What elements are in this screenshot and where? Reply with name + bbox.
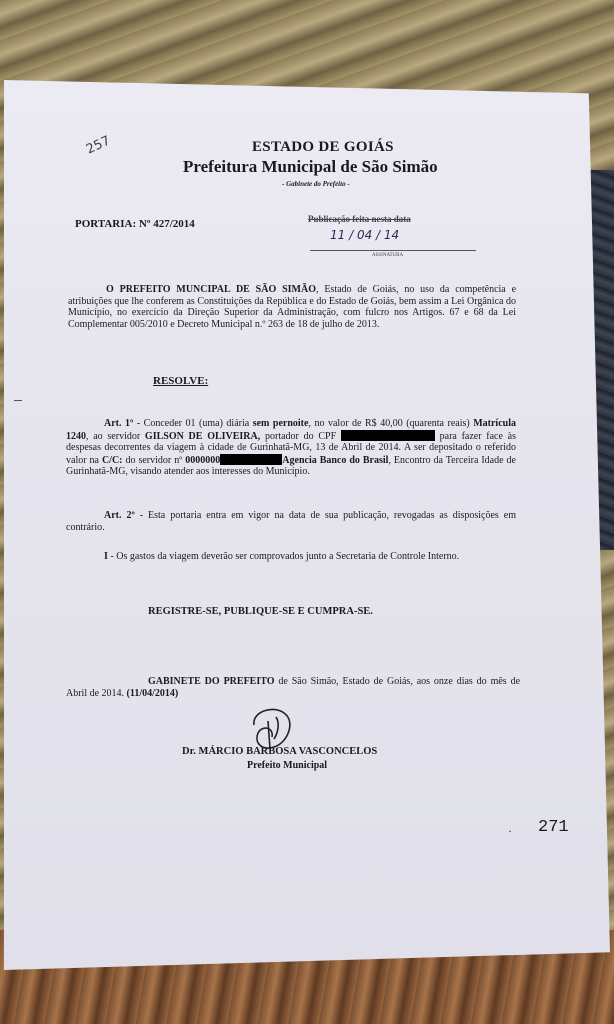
gabinete-text: de São Simão, Estado de Goiás, aos onze dias do mês de Abril de 2014. (66, 676, 521, 699)
redaction-block (341, 430, 435, 441)
signature-label: ASSINATURA (372, 253, 404, 258)
page-number: 271 (538, 818, 569, 837)
art1-label: Art. 1º (104, 418, 134, 429)
mark-dot: · (508, 824, 512, 838)
redaction-block (220, 454, 282, 465)
prefecture-heading: Prefeitura Municipal de São Simão (183, 157, 438, 176)
art1-text: , ao servidor (86, 430, 145, 442)
art1-bold: GILSON DE OLIVEIRA, (144, 430, 261, 442)
intro-bold: O PREFEITO MUNCIPAL DE SÃO SIMÃO (106, 284, 316, 295)
margin-mark (14, 400, 22, 401)
handwritten-note: 257 (83, 133, 113, 158)
signatory-title: Prefeito Municipal (247, 760, 328, 771)
art1-bold: C/C: (101, 454, 123, 466)
publication-stamp: Publicação feita nesta data (308, 214, 411, 224)
account-prefix: 0000000 (185, 454, 221, 466)
closing-formula: REGISTRE-SE, PUBLIQUE-SE E CUMPRA-SE. (148, 606, 373, 617)
gabinete-date: (11/04/2014) (126, 687, 179, 699)
art2-label: Art. 2º (104, 510, 135, 521)
inciso-text: - Os gastos da viagem deverão ser comprovados junto a Secretaria de Controle Interno. (107, 551, 460, 562)
portaria-number: PORTARIA: Nº 427/2014 (75, 218, 195, 230)
article-2 (66, 510, 516, 533)
intro-paragraph (68, 284, 516, 330)
office-subheading: - Gabinete do Prefeito - (282, 180, 350, 188)
art1-text: , Encontro da Terceira Idade de Gurinhatã-MG, visando atender aos interesses do Município. (66, 454, 516, 477)
art2-text: - Esta portaria entra em vigor na data de sua publicação, revogadas as disposições em contrário. (66, 510, 516, 533)
signatory-name: Dr. MÁRCIO BARBOSA VASCONCELOS (182, 746, 378, 757)
inciso-1 (66, 551, 518, 563)
article-1 (66, 418, 516, 478)
inciso-label: I (104, 551, 108, 562)
art1-text: - Conceder 01 (uma) diária (133, 418, 253, 429)
state-heading: ESTADO DE GOIÁS (252, 139, 394, 155)
intro-text: , Estado de Goiás, no uso da competência e atribuições que lhe conferem as Constituições da República e do Estado de Goiás, bem assim a Lei Orgânica do Município, no exercício da Direção Superior da Administração, com fulcro nos Artigos. 67 e 68 da Lei Complementar 005/2010 e Decreto Municipal n.º 263 de 18 de julho de 2013. (68, 284, 517, 330)
gabinete-bold: GABINETE DO PREFEITO (148, 676, 275, 687)
art1-text: , no valor de R$ 40,00 (quarenta reais) (308, 418, 474, 429)
art1-text: para fazer face às despesas decorrentes da viagem à cidade de Gurinhatã-MG, 13 de Abril de 2014. A ser depositado o referido valor na (66, 430, 516, 466)
publication-date: 11 / 04 / 14 (330, 228, 400, 242)
signature-line (310, 250, 476, 251)
art1-bold: Matrícula 1240 (66, 418, 516, 442)
art1-bold: sem pernoite (252, 418, 309, 429)
art1-text: do servidor nº (122, 454, 186, 466)
art1-bold: Agencia Banco do Brasil (282, 454, 389, 466)
art1-text: portador do CPF (260, 430, 341, 442)
resolve-heading: RESOLVE: (153, 375, 209, 387)
gabinete-paragraph (66, 676, 520, 699)
